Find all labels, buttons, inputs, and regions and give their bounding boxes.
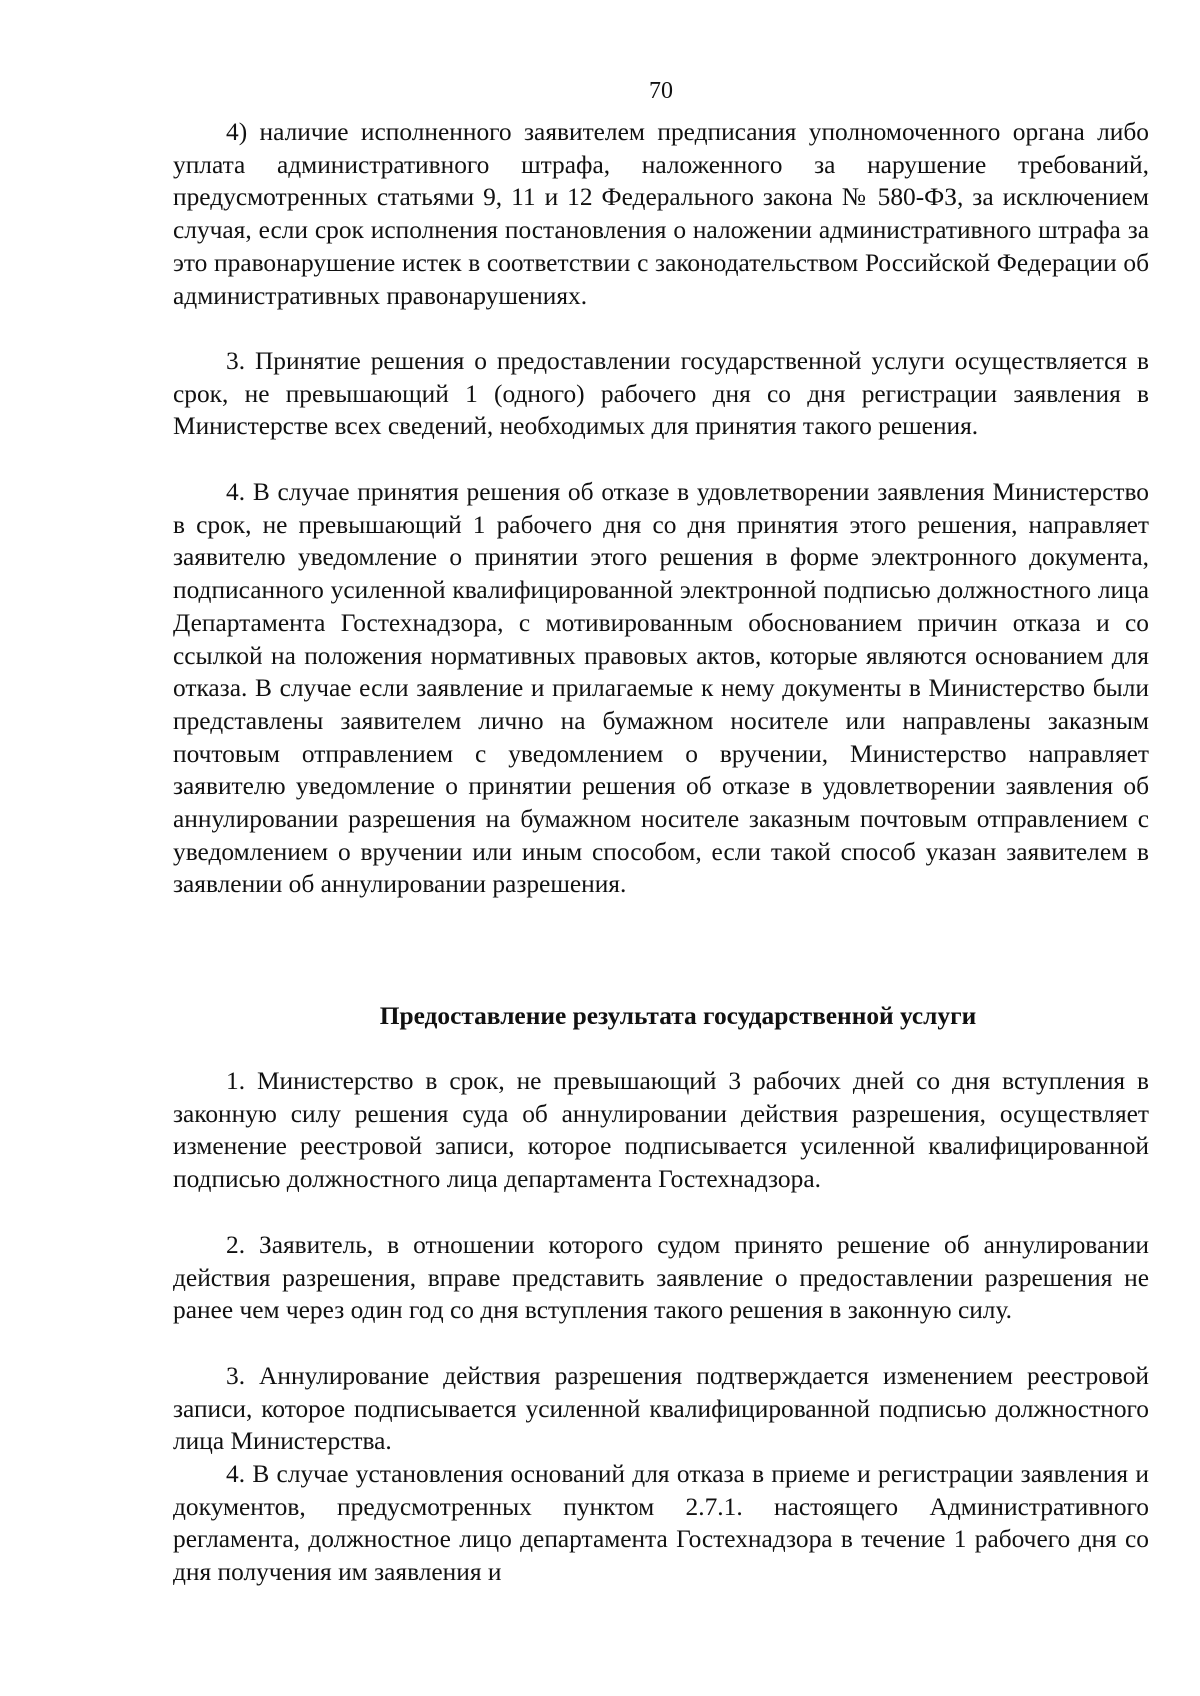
paragraph-1-registry-change: 1. Министерство в срок, не превышающий 3 рабочих дней со дня вступления в законную силу решения суда об аннулировании действия разрешения, осуществляет изменение реестровой записи, которое подписывается усиленной квалифицированной подписью должностного лица департамента Гостехнадзора. [173, 1067, 1149, 1194]
paragraph-3-decision-term: 3. Принятие решения о предоставлении государственной услуги осуществляется в срок, не превышающий 1 (одного) рабочего дня со дня регистрации заявления в Министерстве всех сведений, необходимых для принятия такого решения. [173, 347, 1149, 441]
paragraph-4-refusal-notice: 4. В случае принятия решения об отказе в удовлетворении заявления Министерство в срок, не превышающий 1 рабочего дня со дня принятия этого решения, направляет заявителю уведомление о принятии этого решения в форме электронного документа, подписанного усиленной квалифицированной электронной подписью должностного лица Департамента Гостехнадзора, с мотивированным обоснованием причин отказа и со ссылкой на положения нормативных правовых актов, которые являются основанием для отказа. В случае если заявление и прилагаемые к нему документы в Министерство были представлены заявителем лично на бумажном носителе или направлены заказным почтовым отправлением с уведомлением о вручении, Министерство направляет заявителю уведомление о принятии решения об отказе в удовлетворении заявления об аннулировании разрешения на бумажном носителе заказным почтовым отправлением с уведомлением о вручении или иным способом, если такой способ указан заявителем в заявлении об аннулировании разрешения. [173, 478, 1149, 899]
section-heading: Предоставление результата государственной услуги [379, 1002, 977, 1030]
paragraph-3-annulment-confirmation: 3. Аннулирование действия разрешения подтверждается изменением реестровой записи, которое подписывается усиленной квалифицированной подписью должностного лица Министерства. [173, 1362, 1149, 1456]
paragraph-2-reapplication: 2. Заявитель, в отношении которого судом принято решение об аннулировании действия разрешения, вправе представить заявление о предоставлении разрешения не ранее чем через один год со дня вступления такого решения в законную силу. [173, 1231, 1149, 1325]
paragraph-item-4-violation-remedied: 4) наличие исполненного заявителем предписания уполномоченного органа либо уплата административного штрафа, наложенного за нарушение требований, предусмотренных статьями 9, 11 и 12 Федерального закона № 580-ФЗ, за исключением случая, если срок исполнения постановления о наложении административного штрафа за это правонарушение истек в соответствии с законодательством Российской Федерации об административных правонарушениях. [173, 118, 1149, 310]
document-page [173, 0, 1149, 1696]
paragraph-4-grounds-for-refusal: 4. В случае установления оснований для отказа в приеме и регистрации заявления и документов, предусмотренных пунктом 2.7.1. настоящего Административного регламента, должностное лицо департамента Гостехнадзора в течение 1 рабочего дня со дня получения им заявления и [173, 1460, 1149, 1587]
page-number: 70 [649, 78, 673, 104]
